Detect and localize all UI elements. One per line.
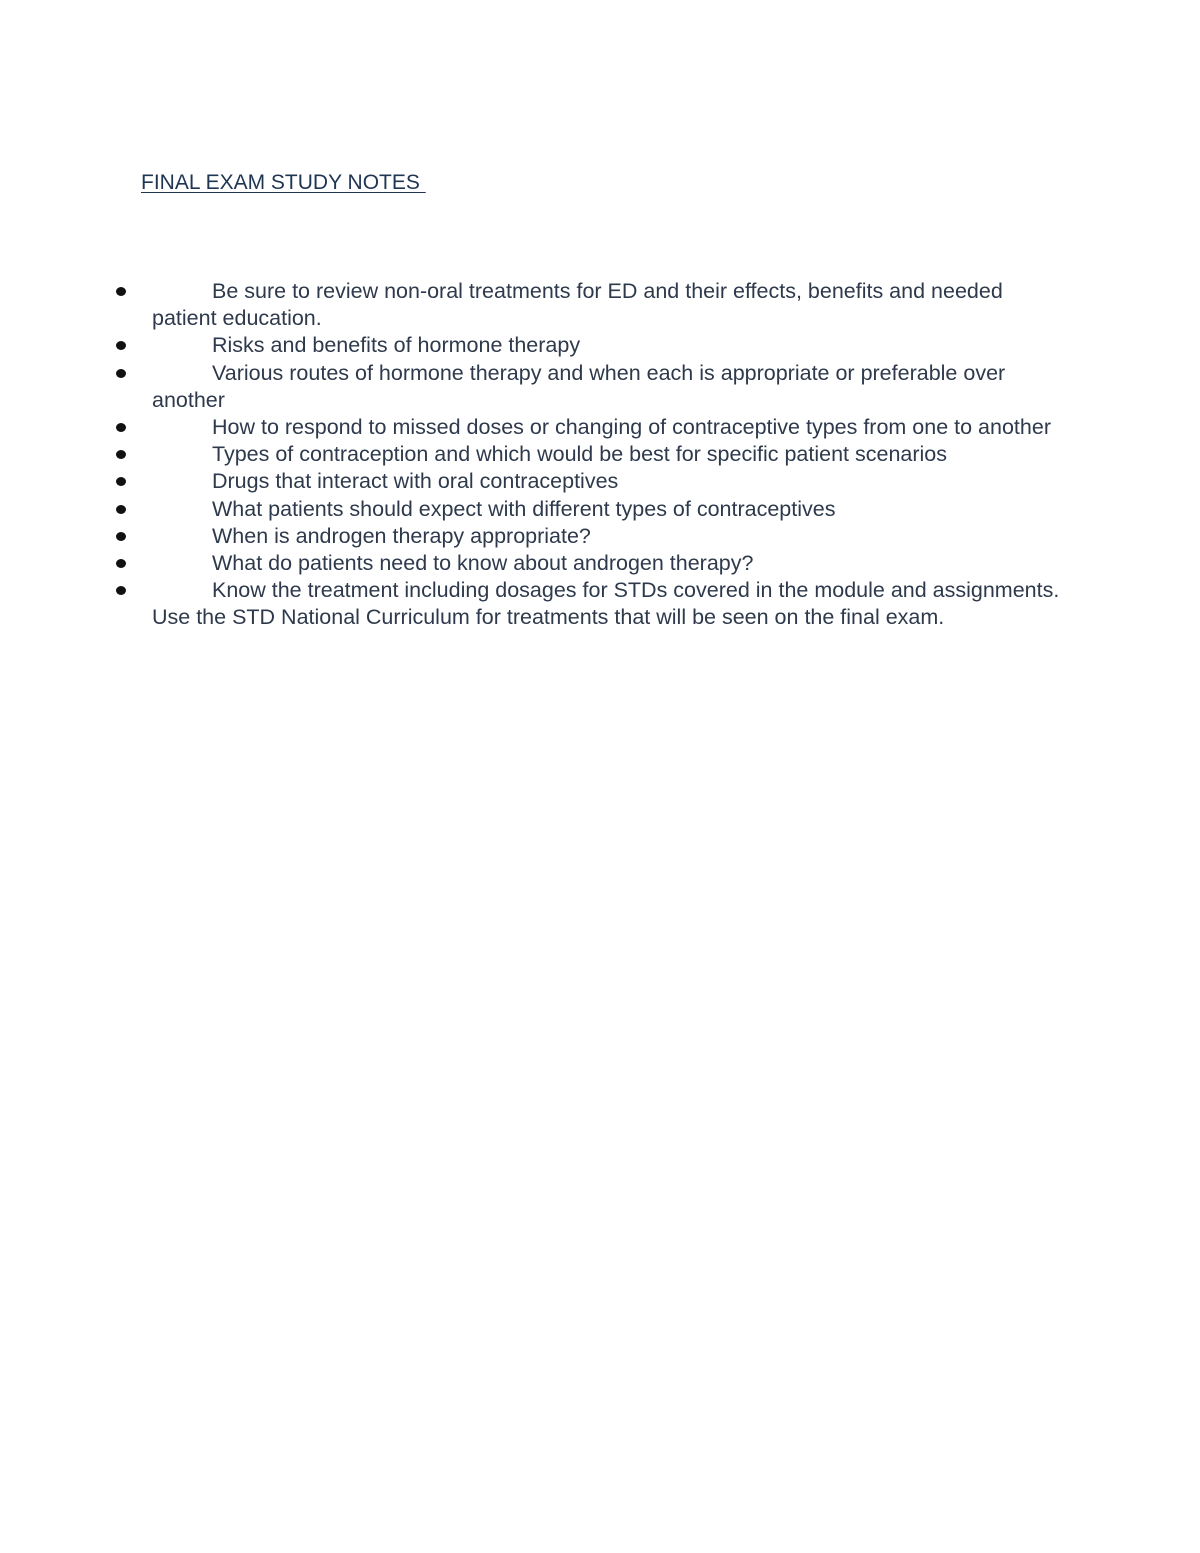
- study-notes-list: [0, 278, 1200, 632]
- list-item-text: What do patients need to know about androgen therapy?: [212, 551, 754, 576]
- list-item: [0, 577, 1062, 631]
- bullet-icon: [116, 450, 126, 459]
- list-item: [0, 360, 1062, 414]
- bullet-icon: [116, 341, 126, 350]
- list-item-text: Drugs that interact with oral contraceptives: [212, 469, 619, 494]
- list-item-text: What patients should expect with different types of contraceptives: [212, 496, 836, 521]
- document-title: FINAL EXAM STUDY NOTES: [141, 171, 426, 194]
- list-item: [0, 414, 1062, 441]
- list-item-text: Types of contraception and which would be best for specific patient scenarios: [212, 442, 947, 467]
- bullet-icon: [116, 287, 126, 296]
- list-item: [0, 332, 1062, 359]
- bullet-icon: [116, 477, 126, 486]
- list-item: [0, 496, 1062, 523]
- list-item-text: Be sure to review non-oral treatments for ED and their effects, benefits and needed patient education.: [152, 279, 1003, 331]
- list-item-text: When is androgen therapy appropriate?: [212, 523, 591, 548]
- bullet-icon: [116, 505, 126, 514]
- bullet-icon: [116, 369, 126, 378]
- list-item-text: Risks and benefits of hormone therapy: [212, 333, 581, 358]
- list-item: [0, 550, 1062, 577]
- list-item: [0, 441, 1062, 468]
- bullet-icon: [116, 532, 126, 541]
- list-item-text: Know the treatment including dosages for STDs covered in the module and assignments. Use the STD National Curriculum for treatments that will be seen on the final exam.: [152, 578, 1060, 630]
- list-item: [0, 278, 1062, 332]
- bullet-icon: [116, 586, 126, 595]
- bullet-icon: [116, 423, 126, 432]
- list-item: [0, 468, 1062, 495]
- list-item: [0, 523, 1062, 550]
- list-item-text: Various routes of hormone therapy and when each is appropriate or preferable over another: [152, 360, 1006, 412]
- bullet-icon: [116, 559, 126, 568]
- list-item-text: How to respond to missed doses or changing of contraceptive types from one to another: [212, 415, 1051, 440]
